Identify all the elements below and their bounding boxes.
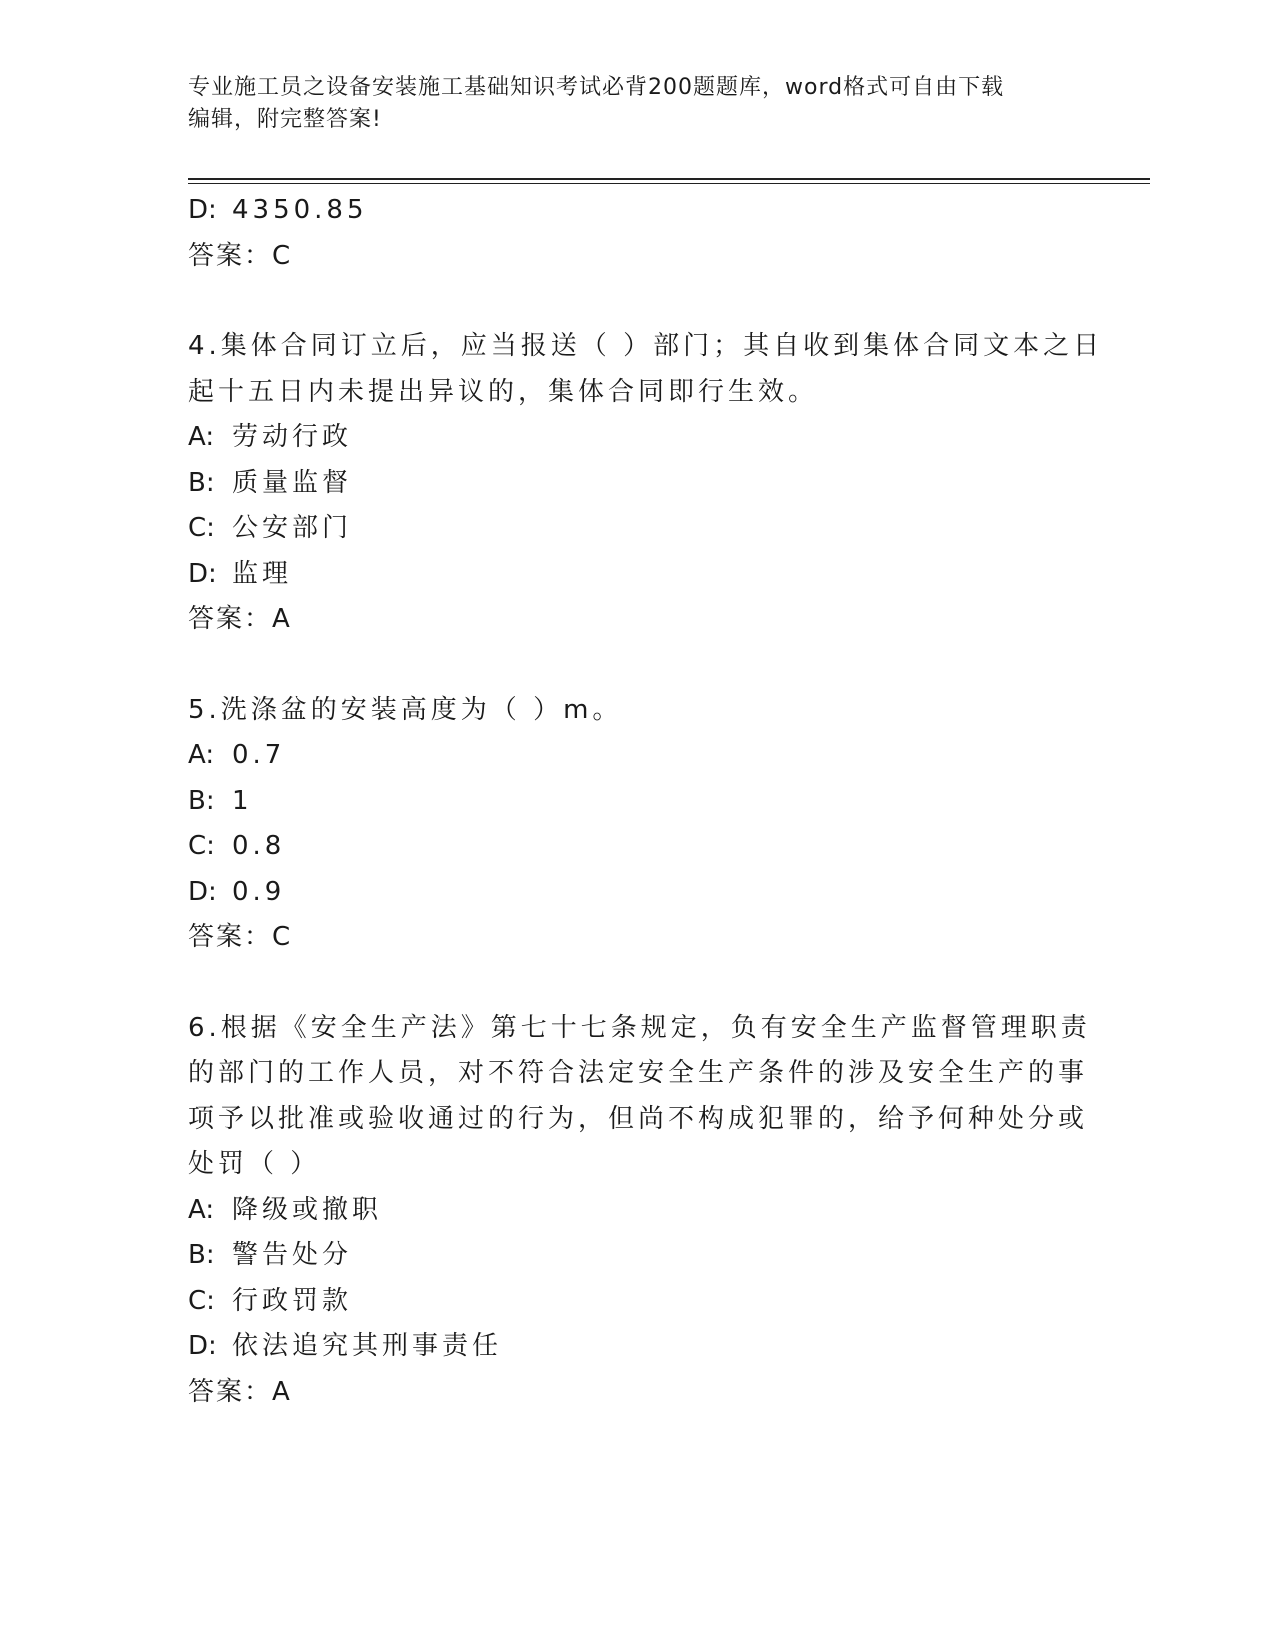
option-label: C: — [188, 831, 215, 861]
option-label: B: — [188, 785, 215, 816]
header-title-line-2: 编辑，附完整答案! — [188, 107, 382, 132]
option-label: D: — [188, 195, 217, 225]
option-label: A: — [188, 1194, 215, 1225]
option-label: D: — [188, 558, 217, 589]
option-b — [188, 1233, 1088, 1279]
question-6 — [188, 1006, 1091, 1416]
option-label: A: — [188, 422, 215, 452]
answer-line: 答案：C — [188, 240, 293, 271]
header-divider-thin — [188, 183, 1150, 184]
option-text: 0.8 — [232, 831, 286, 861]
option-a — [188, 733, 1088, 779]
question-stem: 处罚（ ） — [188, 1149, 321, 1179]
option-text: 0.9 — [232, 876, 286, 907]
option-c — [188, 1279, 1088, 1325]
option-b — [188, 461, 1088, 507]
question-stem: 起十五日内未提出异议的，集体合同即行生效。 — [188, 376, 819, 407]
question-stem: 项予以批准或验收通过的行为，但尚不构成犯罪的，给予何种处分或 — [188, 1103, 1089, 1134]
option-text: 劳动行政 — [232, 422, 353, 452]
option-label: D: — [188, 876, 217, 907]
option-text: 4350.85 — [232, 195, 368, 225]
question-4 — [188, 324, 1104, 643]
answer-line: 答案：A — [188, 1376, 292, 1407]
option-text: 降级或撤职 — [232, 1194, 383, 1225]
option-a — [188, 1188, 1088, 1234]
option-label: A: — [188, 740, 215, 770]
option-a — [188, 415, 1088, 461]
header-divider-thick — [188, 178, 1150, 180]
option-label: B: — [188, 467, 215, 498]
option-text: 依法追究其刑事责任 — [232, 1331, 503, 1361]
question-stem: 6.根据《安全生产法》第七十七条规定，负有安全生产监督管理职责 — [188, 1012, 1091, 1043]
option-label: C: — [188, 1285, 215, 1316]
option-d — [188, 1324, 1088, 1370]
option-text: 行政罚款 — [232, 1285, 353, 1316]
option-b — [188, 779, 1088, 825]
option-text: 质量监督 — [232, 467, 353, 498]
option-label: B: — [188, 1240, 215, 1270]
option-c — [188, 506, 1088, 552]
header-title-line-1: 专业施工员之设备安装施工基础知识考试必背200题题库，word格式可自由下载 — [188, 75, 1005, 100]
question-5 — [188, 688, 1088, 961]
option-label: D: — [188, 1331, 217, 1361]
option-text: 公安部门 — [232, 513, 353, 543]
option-d — [188, 188, 1088, 234]
question-stem: 4.集体合同订立后，应当报送（ ）部门；其自收到集体合同文本之日 — [188, 331, 1104, 361]
answer-line: 答案：A — [188, 604, 292, 634]
option-label: C: — [188, 513, 215, 543]
document-header — [188, 72, 1088, 136]
option-text: 警告处分 — [232, 1240, 353, 1270]
option-text: 0.7 — [232, 740, 286, 770]
question-stem: 5.洗涤盆的安装高度为（ ）m。 — [188, 694, 623, 725]
answer-line: 答案：C — [188, 922, 293, 952]
option-d — [188, 870, 1088, 916]
option-text: 监理 — [232, 558, 293, 589]
question-list — [188, 188, 1104, 1415]
option-c — [188, 824, 1088, 870]
option-d — [188, 552, 1088, 598]
option-text: 1 — [232, 785, 253, 816]
question-stem: 的部门的工作人员，对不符合法定安全生产条件的涉及安全生产的事 — [188, 1058, 1089, 1088]
